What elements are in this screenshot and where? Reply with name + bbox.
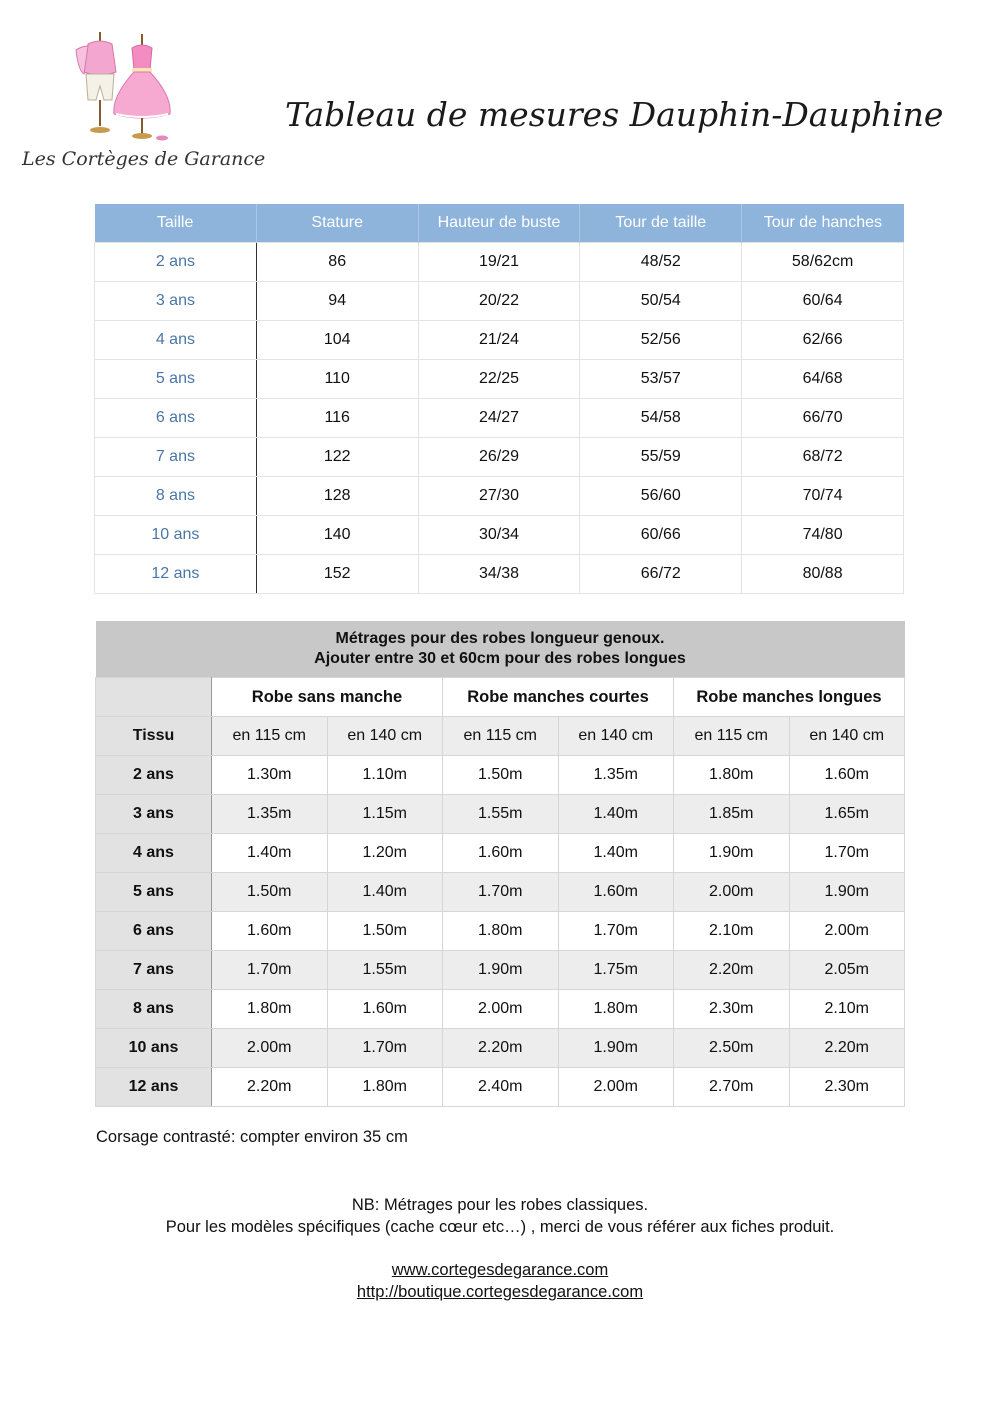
table-row	[96, 912, 905, 951]
column-header: Taille	[95, 204, 257, 243]
size-cell: 2 ans	[95, 243, 257, 282]
yardage-cell: 1.80m	[212, 990, 328, 1029]
table-row	[96, 873, 905, 912]
measure-cell: 128	[256, 477, 418, 516]
size-cell: 3 ans	[96, 795, 212, 834]
yardage-cell: 2.50m	[674, 1029, 790, 1068]
measure-cell: 56/60	[580, 477, 742, 516]
yardage-cell: 1.55m	[327, 951, 443, 990]
yardage-cell: 1.40m	[212, 834, 328, 873]
measure-cell: 66/70	[742, 399, 904, 438]
size-cell: 7 ans	[95, 438, 257, 477]
measure-cell: 80/88	[742, 555, 904, 594]
yardage-cell: 1.70m	[327, 1029, 443, 1068]
yardage-cell: 1.60m	[558, 873, 674, 912]
yardage-cell: 2.00m	[558, 1068, 674, 1107]
size-cell: 4 ans	[95, 321, 257, 360]
yardage-cell: 1.65m	[789, 795, 905, 834]
measure-cell: 22/25	[418, 360, 580, 399]
yardage-cell: 1.80m	[674, 756, 790, 795]
table-row	[95, 321, 904, 360]
table-row	[95, 399, 904, 438]
measure-cell: 68/72	[742, 438, 904, 477]
size-cell: 12 ans	[95, 555, 257, 594]
table-row	[95, 516, 904, 555]
yardage-cell: 1.50m	[443, 756, 559, 795]
yardage-cell: 1.75m	[558, 951, 674, 990]
yardage-cell: 1.90m	[558, 1029, 674, 1068]
group-header: Robe manches courtes	[443, 678, 674, 717]
yardage-cell: 1.90m	[674, 834, 790, 873]
yardage-cell: 2.20m	[212, 1068, 328, 1107]
fabric-table-banner	[96, 621, 905, 678]
yardage-cell: 1.50m	[327, 912, 443, 951]
yardage-cell: 1.60m	[443, 834, 559, 873]
yardage-cell: 1.90m	[789, 873, 905, 912]
yardage-cell: 1.35m	[558, 756, 674, 795]
size-cell: 6 ans	[96, 912, 212, 951]
yardage-cell: 1.90m	[443, 951, 559, 990]
size-cell: 8 ans	[95, 477, 257, 516]
width-header: en 115 cm	[674, 717, 790, 756]
fabric-yardage-table	[95, 621, 905, 1107]
measure-cell: 52/56	[580, 321, 742, 360]
table-row	[95, 477, 904, 516]
measure-cell: 48/52	[580, 243, 742, 282]
yardage-cell: 1.80m	[327, 1068, 443, 1107]
size-cell: 6 ans	[95, 399, 257, 438]
table-row	[96, 795, 905, 834]
yardage-cell: 1.80m	[558, 990, 674, 1029]
yardage-cell: 1.35m	[212, 795, 328, 834]
size-cell: 2 ans	[96, 756, 212, 795]
measure-cell: 86	[256, 243, 418, 282]
measure-cell: 122	[256, 438, 418, 477]
row-label-header: Tissu	[96, 717, 212, 756]
measure-cell: 54/58	[580, 399, 742, 438]
banner-line: Métrages pour des robes longueur genoux.	[335, 630, 665, 647]
column-header: Tour de taille	[580, 204, 742, 243]
shop-link[interactable]: http://boutique.cortegesdegarance.com	[356, 1283, 644, 1301]
yardage-cell: 1.40m	[558, 795, 674, 834]
table-row	[95, 282, 904, 321]
width-header: en 140 cm	[558, 717, 674, 756]
measure-cell: 60/66	[580, 516, 742, 555]
yardage-cell: 1.60m	[327, 990, 443, 1029]
yardage-cell: 2.00m	[789, 912, 905, 951]
yardage-cell: 2.00m	[212, 1029, 328, 1068]
width-header: en 115 cm	[443, 717, 559, 756]
group-header: Robe sans manche	[212, 678, 443, 717]
yardage-cell: 1.60m	[789, 756, 905, 795]
column-header: Hauteur de buste	[418, 204, 580, 243]
yardage-cell: 2.20m	[789, 1029, 905, 1068]
table-row	[96, 756, 905, 795]
yardage-cell: 1.10m	[327, 756, 443, 795]
table-row	[95, 555, 904, 594]
table-row	[95, 360, 904, 399]
yardage-cell: 2.10m	[789, 990, 905, 1029]
yardage-cell: 2.30m	[789, 1068, 905, 1107]
yardage-cell: 1.70m	[212, 951, 328, 990]
size-cell: 4 ans	[96, 834, 212, 873]
table-row	[96, 951, 905, 990]
measure-cell: 140	[256, 516, 418, 555]
width-header: en 140 cm	[789, 717, 905, 756]
measure-cell: 21/24	[418, 321, 580, 360]
yardage-cell: 1.30m	[212, 756, 328, 795]
size-cell: 3 ans	[95, 282, 257, 321]
nb-line: Pour les modèles spécifiques (cache cœur etc…) , merci de vous référer aux fiches produit.	[165, 1218, 835, 1236]
size-cell: 5 ans	[95, 360, 257, 399]
yardage-cell: 1.40m	[327, 873, 443, 912]
measure-cell: 94	[256, 282, 418, 321]
yardage-cell: 2.40m	[443, 1068, 559, 1107]
measure-cell: 58/62cm	[742, 243, 904, 282]
table-row	[95, 438, 904, 477]
size-cell: 7 ans	[96, 951, 212, 990]
measure-cell: 62/66	[742, 321, 904, 360]
size-cell: 10 ans	[95, 516, 257, 555]
measure-cell: 74/80	[742, 516, 904, 555]
website-link[interactable]: www.cortegesdegarance.com	[391, 1261, 609, 1279]
yardage-cell: 2.30m	[674, 990, 790, 1029]
measure-cell: 66/72	[580, 555, 742, 594]
corsage-note: Corsage contrasté: compter environ 35 cm	[96, 1128, 408, 1146]
website-links	[0, 1259, 1000, 1303]
measure-cell: 34/38	[418, 555, 580, 594]
nb-line: NB: Métrages pour les robes classiques.	[351, 1196, 649, 1214]
width-header: en 140 cm	[327, 717, 443, 756]
dress-mannequin-icon	[70, 30, 180, 148]
group-header: Robe manches longues	[674, 678, 905, 717]
measure-cell: 50/54	[580, 282, 742, 321]
measure-cell: 55/59	[580, 438, 742, 477]
measure-cell: 116	[256, 399, 418, 438]
yardage-cell: 2.20m	[443, 1029, 559, 1068]
measure-cell: 24/27	[418, 399, 580, 438]
measurements-table	[94, 204, 904, 594]
yardage-cell: 1.55m	[443, 795, 559, 834]
measure-cell: 104	[256, 321, 418, 360]
measure-cell: 19/21	[418, 243, 580, 282]
yardage-cell: 1.50m	[212, 873, 328, 912]
yardage-cell: 2.10m	[674, 912, 790, 951]
size-cell: 10 ans	[96, 1029, 212, 1068]
brand-logo	[22, 30, 266, 180]
measure-cell: 110	[256, 360, 418, 399]
nb-note	[0, 1194, 1000, 1238]
measure-cell: 152	[256, 555, 418, 594]
yardage-cell: 1.20m	[327, 834, 443, 873]
measure-cell: 27/30	[418, 477, 580, 516]
yardage-cell: 1.70m	[443, 873, 559, 912]
yardage-cell: 1.70m	[789, 834, 905, 873]
yardage-cell: 1.80m	[443, 912, 559, 951]
measure-cell: 26/29	[418, 438, 580, 477]
yardage-cell: 2.20m	[674, 951, 790, 990]
brand-name: Les Cortèges de Garance	[22, 148, 266, 170]
yardage-cell: 1.60m	[212, 912, 328, 951]
table-row	[96, 834, 905, 873]
page-title: Tableau de mesures Dauphin-Dauphine	[285, 95, 944, 134]
table-row	[96, 990, 905, 1029]
banner-line: Ajouter entre 30 et 60cm pour des robes longues	[314, 650, 686, 667]
measure-cell: 20/22	[418, 282, 580, 321]
measure-cell: 30/34	[418, 516, 580, 555]
yardage-cell: 1.15m	[327, 795, 443, 834]
yardage-cell: 1.85m	[674, 795, 790, 834]
yardage-cell: 2.70m	[674, 1068, 790, 1107]
measure-cell: 53/57	[580, 360, 742, 399]
yardage-cell: 1.70m	[558, 912, 674, 951]
table-row	[96, 1029, 905, 1068]
measure-cell: 64/68	[742, 360, 904, 399]
measurements-header-row	[95, 204, 904, 243]
yardage-cell: 2.00m	[443, 990, 559, 1029]
size-cell: 8 ans	[96, 990, 212, 1029]
yardage-cell: 2.00m	[674, 873, 790, 912]
yardage-cell: 2.05m	[789, 951, 905, 990]
size-cell: 5 ans	[96, 873, 212, 912]
width-header: en 115 cm	[212, 717, 328, 756]
column-header: Tour de hanches	[742, 204, 904, 243]
table-row	[95, 243, 904, 282]
column-header: Stature	[256, 204, 418, 243]
yardage-cell: 1.40m	[558, 834, 674, 873]
measure-cell: 70/74	[742, 477, 904, 516]
size-cell: 12 ans	[96, 1068, 212, 1107]
empty-header-cell	[96, 678, 212, 717]
table-row	[96, 1068, 905, 1107]
measure-cell: 60/64	[742, 282, 904, 321]
